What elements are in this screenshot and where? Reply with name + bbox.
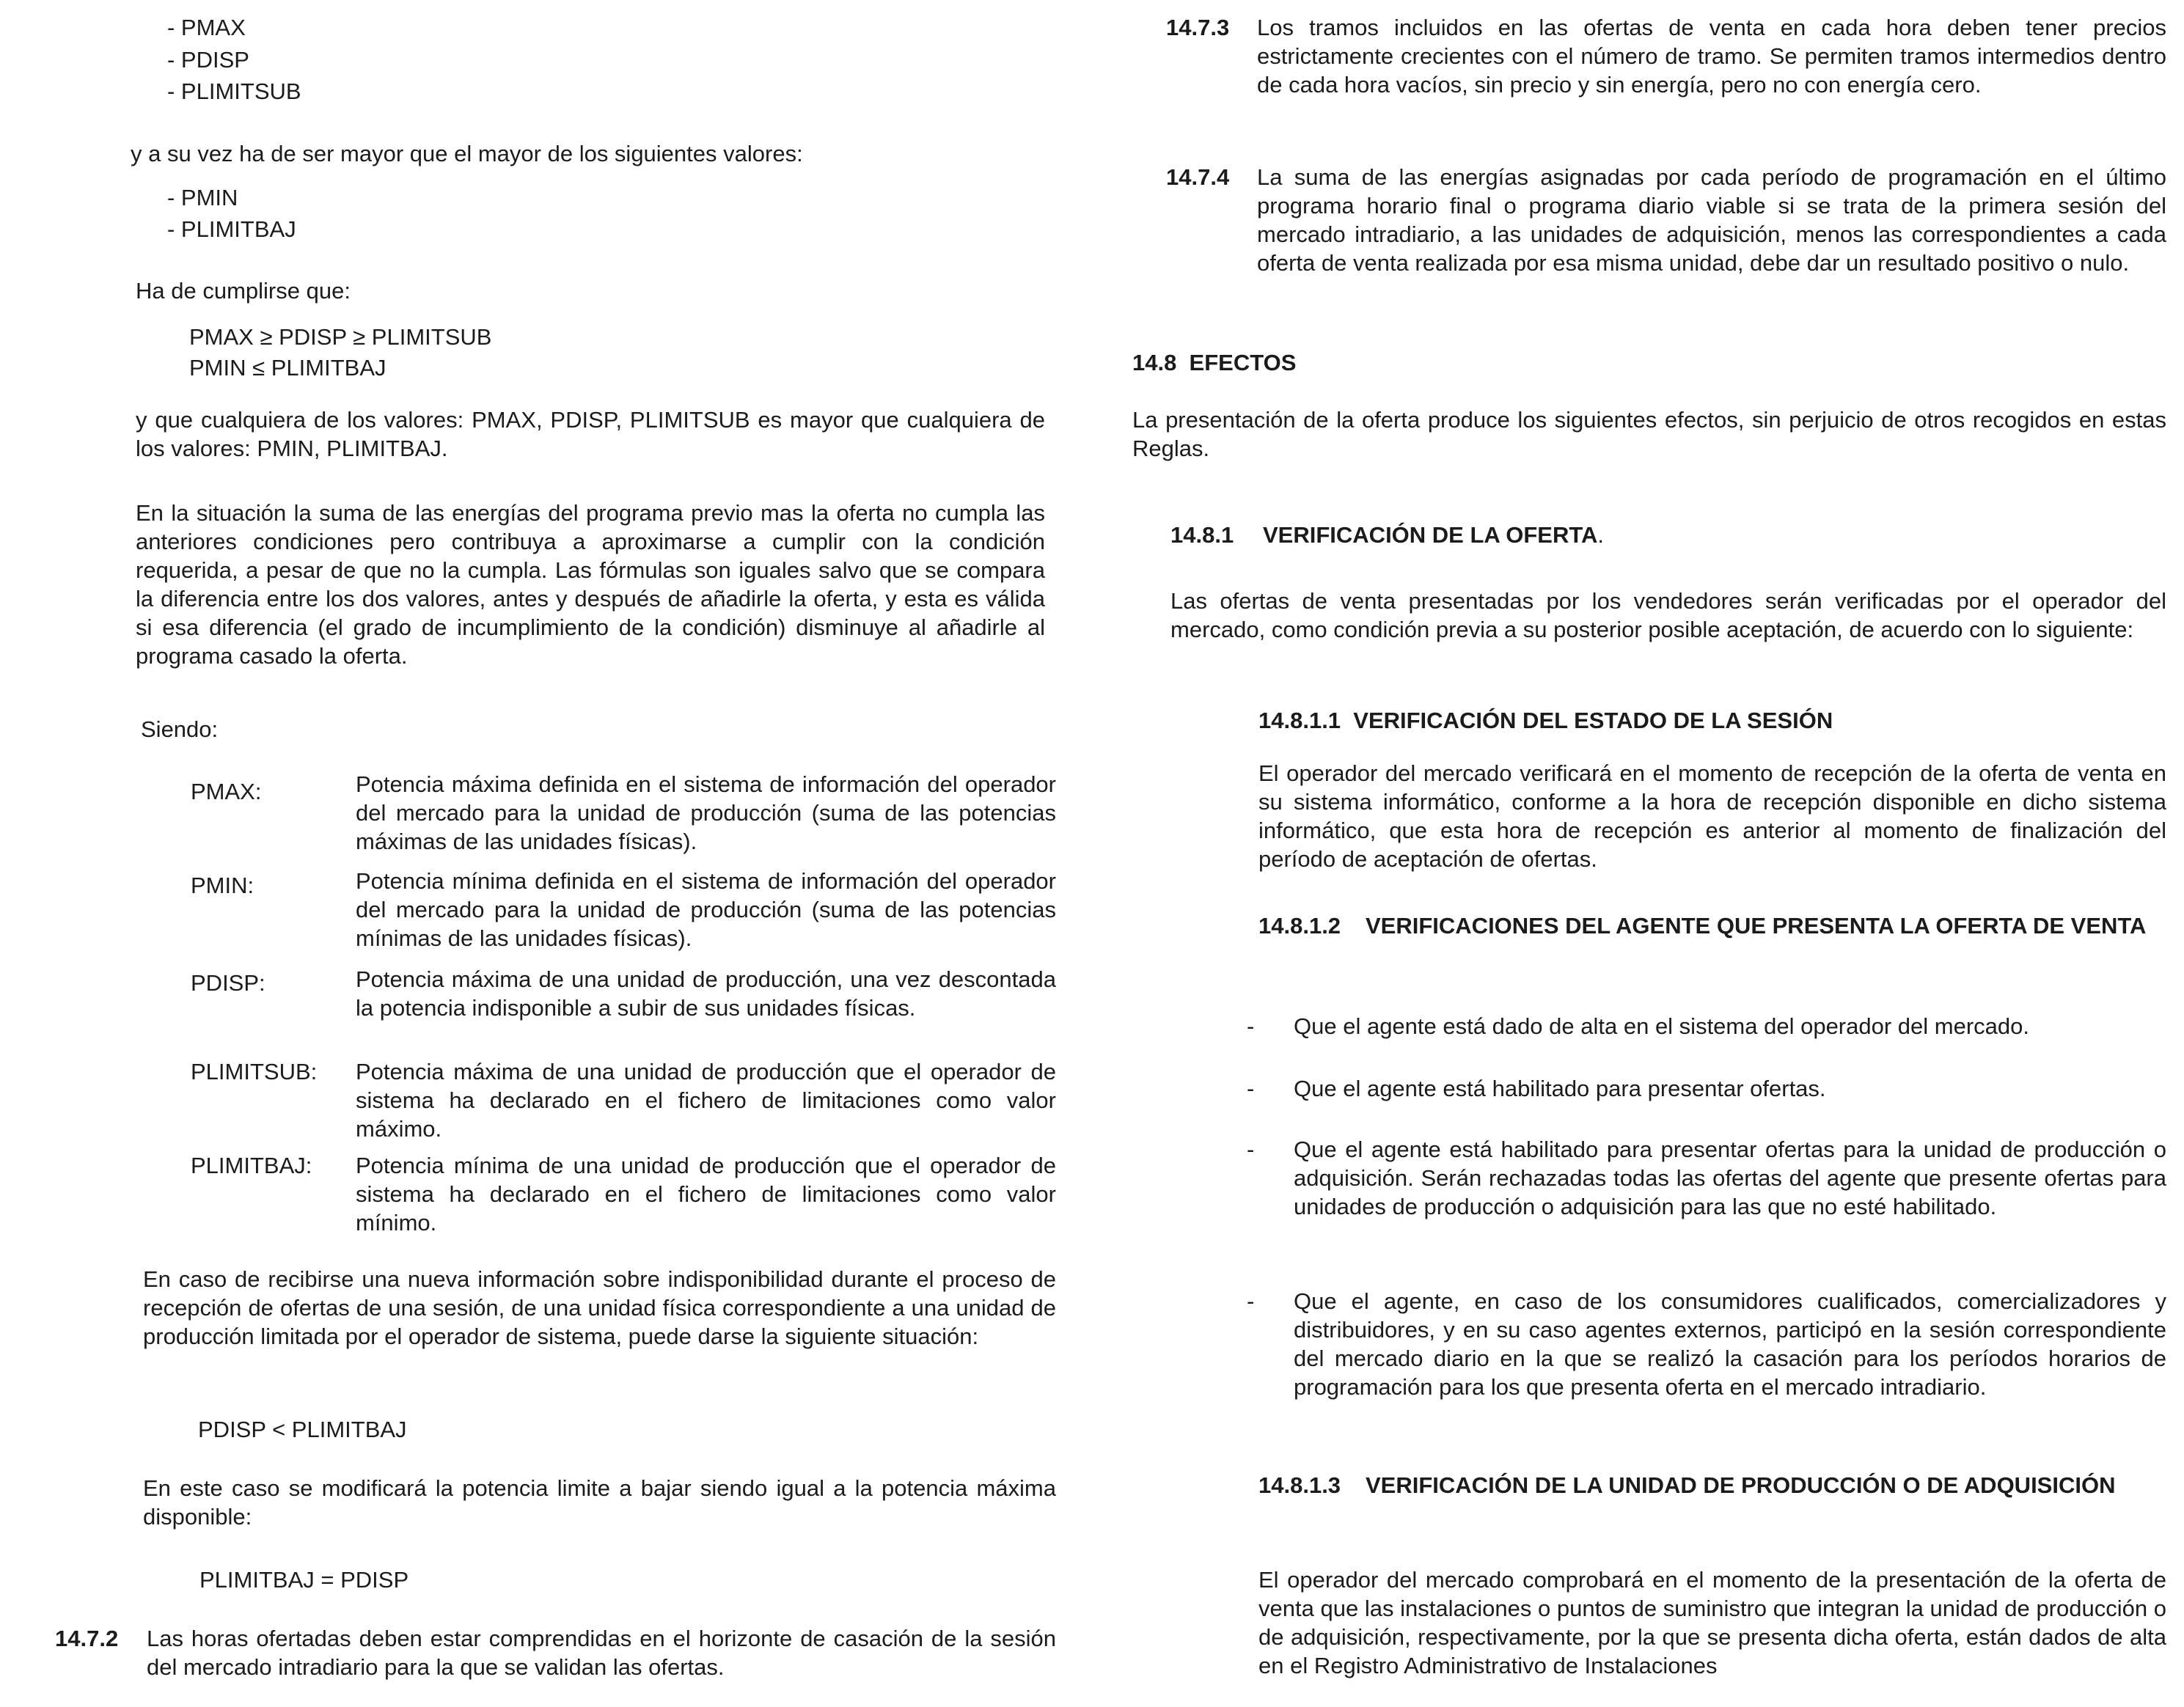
section-number: 14.7.3	[1166, 15, 1230, 40]
bullet-mark: -	[1247, 1013, 1255, 1039]
list-item: Que el agente, en caso de los consumidores cualificados, comercializadores y distribuidores, y en su caso agentes externos, participó en la sesión correspondiente del mercado diario en la que se realizó la casación para los períodos horarios de programación para los que presenta oferta en el mercado intradiario.	[1294, 1288, 2166, 1400]
paragraph-caso: En caso de recibirse una nueva información sobre indisponibilidad durante el proceso de recepción de ofertas de una sesión, de una unidad física correspondiente a una unidad de producción limitada por el operador de sistema, puede darse la siguiente situación:	[143, 1266, 1056, 1349]
formula-plimitbaj: PLIMITBAJ = PDISP	[199, 1567, 409, 1593]
paragraph-mayor: y a su vez ha de ser mayor que el mayor de los siguientes valores:	[131, 141, 803, 166]
definition-desc: Potencia mínima de una unidad de producción que el operador de sistema ha declarado en el fichero de limitaciones como valor mínimo.	[356, 1153, 1056, 1236]
subsection-heading	[1263, 521, 1604, 549]
section-heading: 14.8 EFECTOS	[1132, 350, 1297, 375]
subsection-title: VERIFICACIÓN DE LA OFERTA	[1263, 522, 1598, 548]
list-item: - PMAX	[167, 15, 246, 40]
definition-desc: Potencia máxima definida en el sistema de información del operador del mercado para la unidad de producción (suma de las potencias máximas de las unidades físicas).	[356, 771, 1056, 854]
list-item: Que el agente está dado de alta en el sistema del operador del mercado.	[1294, 1013, 2029, 1039]
subsection-number: 14.8.1	[1170, 522, 1234, 548]
subsection-heading: VERIFICACIONES DEL AGENTE QUE PRESENTA LA OFERTA DE VENTA	[1366, 913, 2147, 939]
paragraph-operador-1: El operador del mercado verificará en el momento de recepción de la oferta de venta en su sistema informático, conforme a la hora de recepción disponible en dicho sistema informático, que esta hora de recepción es anterior al momento de finalización del período de aceptación de ofertas.	[1258, 760, 2166, 872]
paragraph-cualquiera: y que cualquiera de los valores: PMAX, PDISP, PLIMITSUB es mayor que cualquiera de los valores: PMIN, PLIMITBAJ.	[136, 407, 1045, 461]
subsection-heading: VERIFICACIÓN DE LA UNIDAD DE PRODUCCIÓN O DE ADQUISICIÓN	[1366, 1472, 2116, 1498]
definition-term: PLIMITSUB:	[191, 1059, 318, 1084]
definition-term: PDISP:	[191, 970, 265, 996]
subsection-number: 14.8.1.2	[1258, 913, 1341, 939]
definition-desc: Potencia máxima de una unidad de producción, una vez descontada la potencia indisponible a subir de sus unidades físicas.	[356, 966, 1056, 1021]
definition-desc: Potencia máxima de una unidad de producción que el operador de sistema ha declarado en el fichero de limitaciones como valor máximo.	[356, 1059, 1056, 1142]
formula-min: PMIN ≤ PLIMITBAJ	[189, 355, 386, 381]
formula-pdisp: PDISP < PLIMITBAJ	[198, 1417, 407, 1442]
list-item: Que el agente está habilitado para presentar ofertas.	[1294, 1076, 1826, 1101]
bullet-mark: -	[1247, 1288, 1255, 1314]
definition-term: PMAX:	[191, 779, 262, 804]
definition-desc: Potencia mínima definida en el sistema de información del operador del mercado para la unidad de producción (suma de las potencias mínimas de las unidades físicas).	[356, 868, 1056, 951]
paragraph-este-caso: En este caso se modificará la potencia limite a bajar siendo igual a la potencia máxima disponible:	[143, 1475, 1056, 1530]
list-item: Que el agente está habilitado para presentar ofertas para la unidad de producción o adquisición. Serán rechazadas todas las ofertas del agente que presente ofertas para unidades de producción o adquisición para las que no esté habilitado.	[1294, 1137, 2166, 1219]
subsection-heading: 14.8.1.1 VERIFICACIÓN DEL ESTADO DE LA SESIÓN	[1258, 708, 1833, 733]
heading-dot: .	[1597, 522, 1605, 548]
list-item: - PLIMITSUB	[167, 78, 301, 104]
section-number: 14.7.2	[55, 1626, 119, 1651]
list-item: - PLIMITBAJ	[167, 216, 296, 242]
definition-term: PMIN:	[191, 873, 254, 898]
definition-term: PLIMITBAJ:	[191, 1153, 312, 1178]
section-text: Las horas ofertadas deben estar comprendidas en el horizonte de casación de la sesión del mercado intradiario para la que se validan las ofertas.	[147, 1626, 1056, 1680]
paragraph-ofertas-venta: Las ofertas de venta presentadas por los vendedores serán verificadas por el operador del mercado, como condición previa a su posterior posible aceptación, de acuerdo con lo siguiente:	[1170, 588, 2166, 642]
section-text: La suma de las energías asignadas por cada período de programación en el último programa horario final o programa diario viable si se trata de la primera sesión del mercado intradiario, a las unidades de adquisición, menos las correspondientes a cada oferta de venta realizada por esa misma unidad, debe dar un resultado positivo o nulo.	[1257, 164, 2166, 276]
bullet-mark: -	[1247, 1137, 1255, 1162]
paragraph-operador-2: El operador del mercado comprobará en el momento de la presentación de la oferta de venta que las instalaciones o puntos de suministro que integran la unidad de producción o de adquisición, respectivamente, por la que se presenta dicha oferta, están dados de alta en el Registro Administrativo de Instalaciones	[1258, 1567, 2166, 1678]
paragraph-situacion: En la situación la suma de las energías del programa previo mas la oferta no cumpla las anteriores condiciones pero contribuya a aproximarse a cumplir con la condición requerida, a pesar de que no la cumpla. Las fórmulas son iguales salvo que se compara la diferencia entre los dos valores, antes y después de añadirle la oferta, y esta es válida si esa diferencia (el grado de incumplimiento de la condición) disminuye al añadirle al programa casado la oferta.	[136, 500, 1045, 669]
paragraph-cumplirse: Ha de cumplirse que:	[136, 278, 351, 304]
subsection-number: 14.8.1.3	[1258, 1472, 1341, 1498]
bullet-mark: -	[1247, 1076, 1255, 1101]
paragraph-siendo: Siendo:	[141, 716, 219, 742]
formula-max: PMAX ≥ PDISP ≥ PLIMITSUB	[189, 324, 492, 350]
list-item: - PDISP	[167, 47, 249, 73]
list-item: - PMIN	[167, 185, 238, 210]
paragraph-presentacion: La presentación de la oferta produce los siguientes efectos, sin perjuicio de otros recogidos en estas Reglas.	[1132, 407, 2166, 461]
section-text: Los tramos incluidos en las ofertas de venta en cada hora deben tener precios estrictamente crecientes con el número de tramo. Se permiten tramos intermedios dentro de cada hora vacíos, sin precio y sin energía, pero no con energía cero.	[1257, 15, 2166, 98]
section-number: 14.7.4	[1166, 164, 1230, 190]
